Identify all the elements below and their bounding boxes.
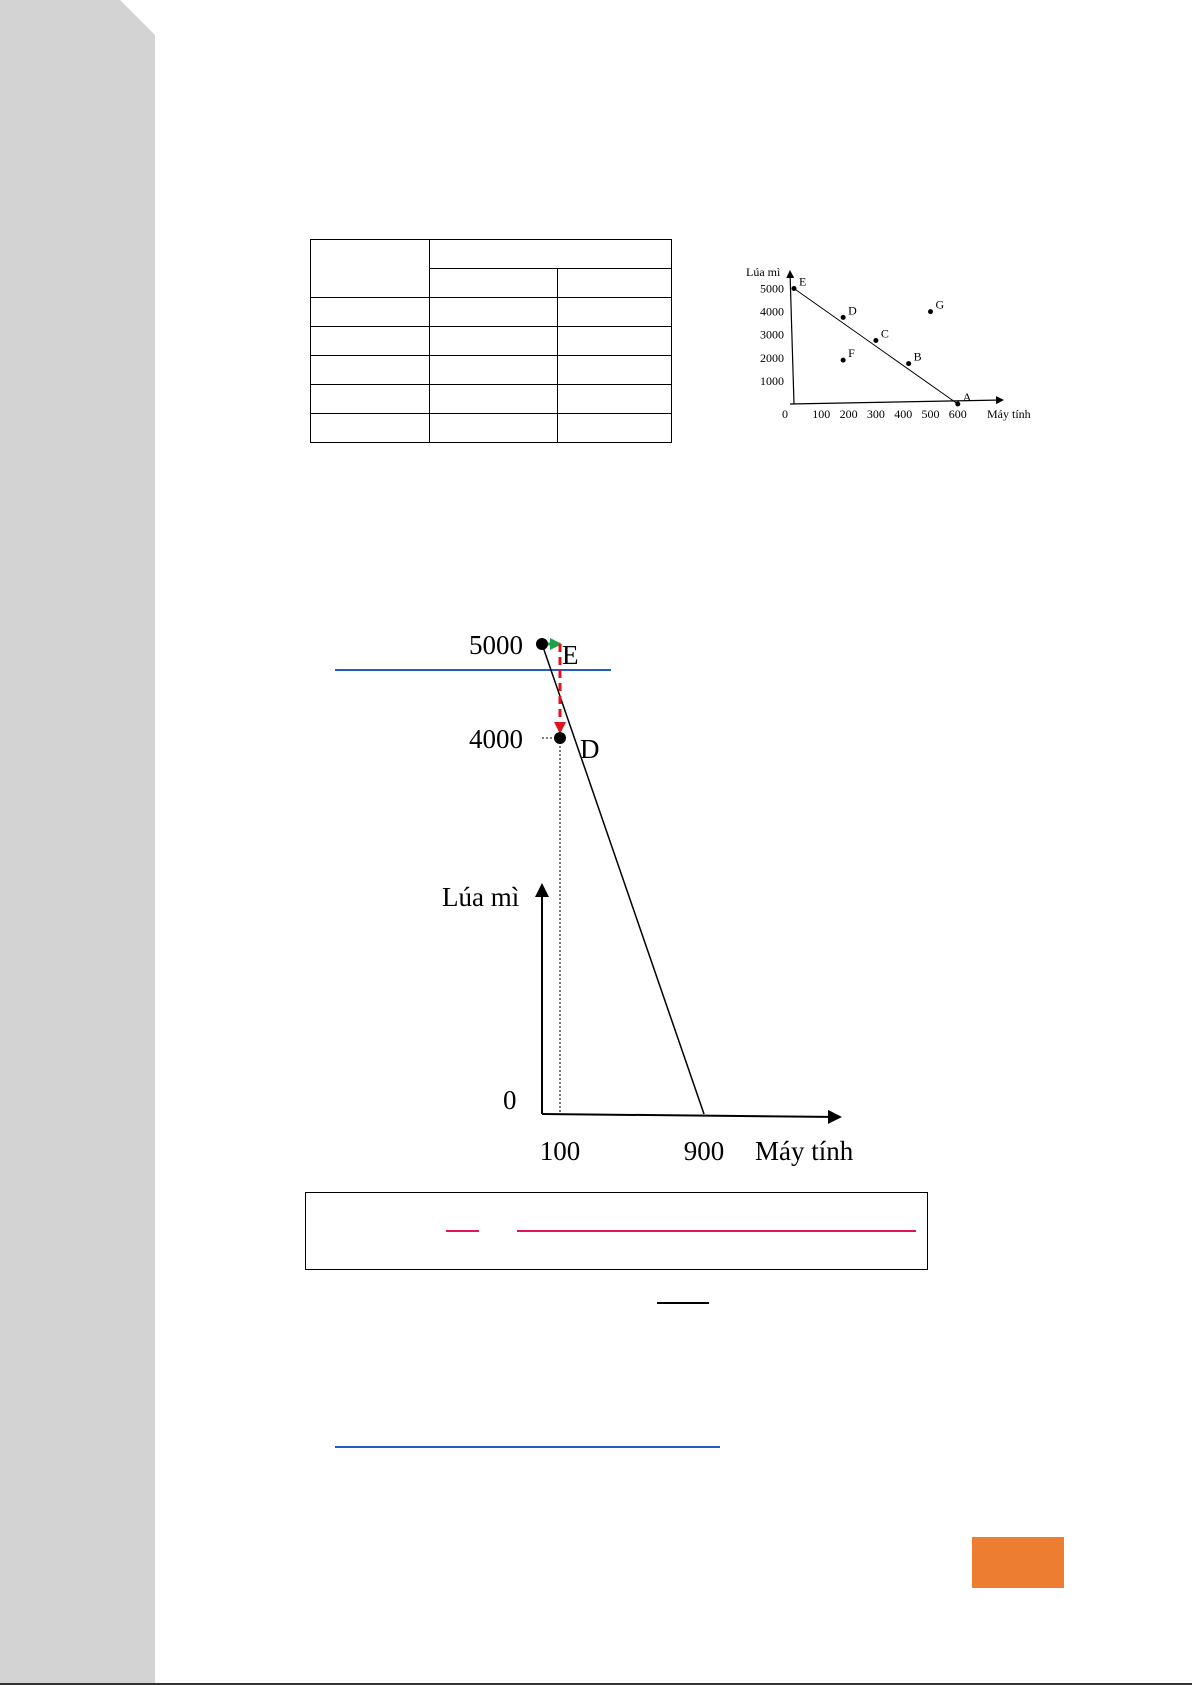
x-tick-label: 100 bbox=[539, 1136, 581, 1166]
data-point bbox=[906, 361, 911, 366]
data-point bbox=[928, 309, 933, 314]
data-point bbox=[841, 315, 846, 320]
y-axis bbox=[790, 272, 794, 404]
table-cell bbox=[311, 298, 430, 327]
table-cell bbox=[311, 240, 430, 298]
table-cell bbox=[558, 414, 672, 443]
table-cell bbox=[558, 385, 672, 414]
table-cell bbox=[430, 298, 558, 327]
table-cell bbox=[558, 298, 672, 327]
ppf-chart-large bbox=[430, 630, 880, 1173]
table-cell bbox=[558, 269, 672, 298]
point-label: C bbox=[880, 326, 889, 341]
fraction-rule bbox=[657, 1302, 709, 1304]
x-tick-label: 600 bbox=[948, 407, 967, 421]
data-point bbox=[841, 358, 846, 363]
point-label: D bbox=[580, 734, 600, 764]
point-label: G bbox=[935, 297, 945, 312]
table-cell bbox=[430, 327, 558, 356]
table-header-row bbox=[311, 240, 672, 269]
x-tick-label: 400 bbox=[894, 407, 913, 421]
table-cell bbox=[430, 414, 558, 443]
table-cell bbox=[311, 385, 430, 414]
table-cell bbox=[430, 240, 672, 269]
table-cell bbox=[430, 356, 558, 385]
y-tick-label: 4000 bbox=[469, 724, 523, 754]
data-table bbox=[310, 239, 672, 443]
y-axis-label: Lúa mì bbox=[746, 265, 781, 279]
x-tick-label: 500 bbox=[921, 407, 940, 421]
x-axis-label: Máy tính bbox=[987, 407, 1031, 421]
table-cell bbox=[311, 327, 430, 356]
link-underline bbox=[335, 1446, 720, 1448]
origin-label: 0 bbox=[503, 1085, 517, 1115]
x-axis bbox=[542, 1114, 840, 1117]
y-axis-label: Lúa mì bbox=[442, 882, 520, 912]
y-tick-label: 3000 bbox=[760, 327, 784, 342]
table-row bbox=[311, 298, 672, 327]
point-label: B bbox=[913, 349, 922, 364]
highlight-underline bbox=[446, 1230, 479, 1232]
table-row bbox=[311, 327, 672, 356]
point-label: E bbox=[799, 274, 807, 289]
data-point bbox=[955, 402, 960, 407]
page-sidebar bbox=[0, 0, 155, 1685]
y-tick-label: 5000 bbox=[760, 281, 784, 296]
point-label: F bbox=[848, 346, 855, 361]
table-cell bbox=[558, 327, 672, 356]
note-box bbox=[305, 1192, 928, 1270]
x-tick-label: 900 bbox=[683, 1136, 725, 1166]
origin-label: 0 bbox=[782, 407, 788, 421]
point-label: E bbox=[562, 640, 579, 670]
x-tick-label: 200 bbox=[839, 407, 858, 421]
table-cell bbox=[430, 269, 558, 298]
table-row bbox=[311, 356, 672, 385]
point-label: A bbox=[962, 390, 972, 404]
table-cell bbox=[430, 385, 558, 414]
table-row bbox=[311, 414, 672, 443]
data-point bbox=[554, 732, 566, 744]
page-number-badge bbox=[972, 1537, 1064, 1588]
y-tick-label: 5000 bbox=[469, 630, 523, 660]
data-point bbox=[792, 286, 797, 291]
highlight-underline bbox=[517, 1230, 916, 1232]
point-label: D bbox=[848, 303, 857, 318]
x-axis-label: Máy tính bbox=[755, 1136, 854, 1166]
table-cell bbox=[311, 414, 430, 443]
ppf-chart-small bbox=[740, 262, 1040, 427]
y-tick-label: 4000 bbox=[760, 304, 784, 319]
x-tick-label: 300 bbox=[866, 407, 885, 421]
ppf-line bbox=[542, 644, 704, 1114]
ppf-line bbox=[794, 289, 958, 405]
table-row bbox=[311, 385, 672, 414]
data-point bbox=[536, 638, 548, 650]
x-tick-label: 100 bbox=[812, 407, 831, 421]
y-tick-label: 2000 bbox=[760, 350, 784, 365]
table-cell bbox=[311, 356, 430, 385]
data-point bbox=[873, 338, 878, 343]
y-tick-label: 1000 bbox=[760, 373, 784, 388]
table-cell bbox=[558, 356, 672, 385]
